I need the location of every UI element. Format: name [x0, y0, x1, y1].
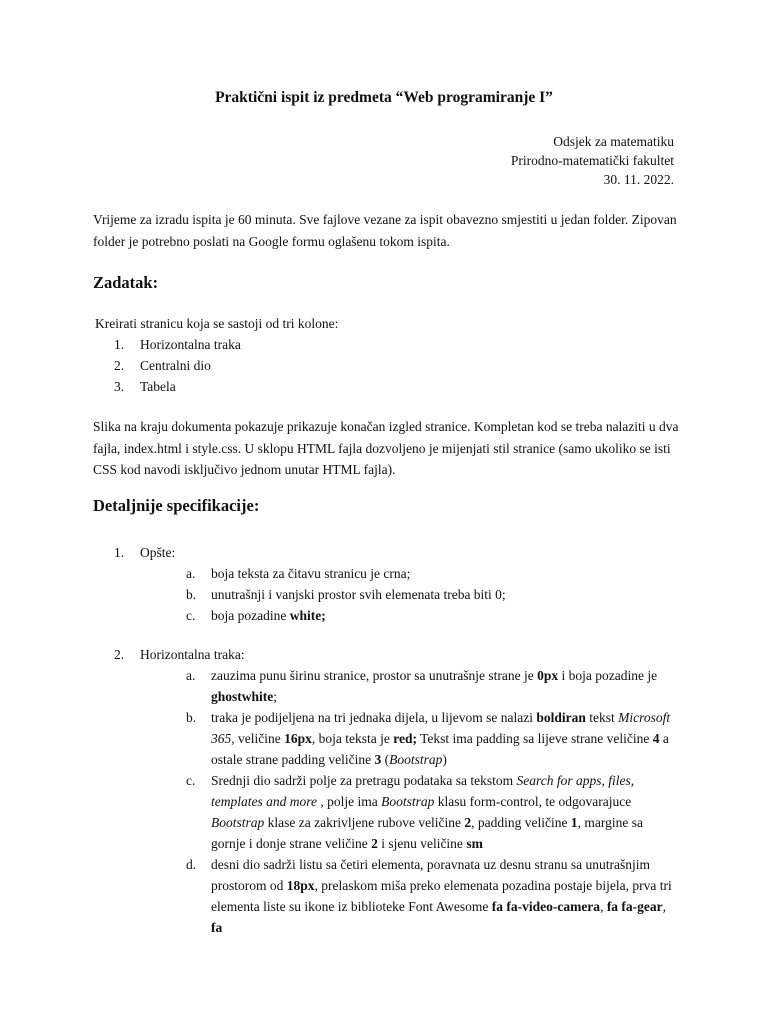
sub-item: [186, 584, 680, 605]
italic-text: Search for apps, files, templates and more: [211, 773, 635, 809]
bold-text: fa: [211, 920, 223, 935]
sub-text: klase za zakrivljene rubove veličine: [264, 815, 465, 830]
spec-heading: Detaljnije specifikacije:: [93, 496, 260, 515]
spec-item: [114, 644, 680, 938]
bold-text: 1: [570, 815, 578, 830]
bold-text: fa fa-video-camera: [491, 899, 601, 914]
description-paragraph: Slika na kraju dokumenta pokazuje prikazuje konačan izgled stranice. Kompletan kod se treba nalaziti u dva fajla, index.html i style.css. U sklopu HTML fajla dozvoljeno je mijenjati stil stranice (samo ukoliko se isti CSS kod navodi isključivo jednom unutar HTML fajla).: [93, 419, 679, 477]
sub-letter: a.: [186, 566, 196, 581]
spec-section-general: [114, 542, 680, 626]
list-number: 3.: [114, 379, 125, 394]
bold-text: 2: [464, 815, 472, 830]
sub-text: ;: [273, 689, 278, 704]
bold-text: 2: [371, 836, 378, 851]
spec-sublist: [140, 665, 680, 938]
spec-title: Horizontalna traka:: [140, 647, 245, 662]
zadatak-heading: Zadatak:: [93, 273, 159, 292]
sub-text: , padding veličine: [471, 815, 571, 830]
sub-text: a ostale strane padding veličine: [211, 731, 669, 767]
list-text: Centralni dio: [140, 358, 211, 373]
italic-text: Bootstrap: [381, 794, 435, 809]
italic-text: Bootstrap: [389, 752, 443, 767]
sub-text: , margine sa gornje i donje strane veličine: [211, 815, 644, 851]
list-number: 2.: [114, 358, 125, 373]
sub-letter: c.: [186, 608, 196, 623]
spec-sublist: [140, 563, 680, 626]
bold-text: sm: [466, 836, 483, 851]
sub-text: Srednji dio sadrži polje za pretragu podataka sa tekstom: [211, 773, 517, 788]
sub-text: i sjenu veličine: [377, 836, 467, 851]
spec-item: [114, 542, 680, 626]
intro-paragraph: Vrijeme za izradu ispita je 60 minuta. Sve fajlove vezane za ispit obavezno smjestiti u jedan folder. Zipovan folder je potrebno poslati na Google formu oglašenu tokom ispita.: [93, 212, 677, 249]
sub-text: i boja pozadine je: [558, 668, 658, 683]
sub-item: [186, 563, 680, 584]
spec-title: Opšte:: [140, 545, 176, 560]
sub-text: zauzima punu širinu stranice, prostor sa unutrašnje strane je: [211, 668, 538, 683]
department-line: Odsjek za matematiku: [553, 134, 674, 149]
bold-text: 4: [652, 731, 660, 746]
sub-text: ,: [600, 899, 607, 914]
sub-text: klasu form-control, te odgovarajuce: [434, 794, 632, 809]
list-item: [114, 376, 241, 397]
faculty-line: Prirodno-matematički fakultet: [510, 153, 674, 168]
sub-text: ): [442, 752, 447, 767]
sub-letter: a.: [186, 668, 196, 683]
bold-text: 3: [374, 752, 382, 767]
document-title: Praktični ispit iz predmeta “Web programiranje I”: [215, 89, 553, 106]
sub-text: boja pozadine: [211, 608, 290, 623]
bold-text: fa fa-gear: [606, 899, 663, 914]
sub-item: [186, 854, 680, 938]
sub-letter: b.: [186, 710, 197, 725]
sub-letter: c.: [186, 773, 196, 788]
sub-letter: d.: [186, 857, 197, 872]
bold-text: white;: [289, 608, 326, 623]
sub-text: , polje ima: [316, 794, 382, 809]
sub-item: [186, 665, 680, 707]
italic-text: Bootstrap: [211, 815, 265, 830]
sub-text: unutrašnji i vanjski prostor svih elemenata treba biti 0;: [211, 587, 506, 602]
date-line: 30. 11. 2022.: [603, 172, 674, 187]
sub-text: , boja teksta je: [311, 731, 394, 746]
sub-text: Tekst ima padding sa lijeve strane veličine: [416, 731, 653, 746]
sub-text: traka je podijeljena na tri jednaka dijela, u lijevom se nalazi: [211, 710, 537, 725]
list-number: 1.: [114, 337, 125, 352]
spec-number: 1.: [114, 545, 125, 560]
sub-text: ,: [662, 899, 667, 914]
sub-letter: b.: [186, 587, 197, 602]
bold-text: boldiran: [536, 710, 586, 725]
zadatak-lead: Kreirati stranicu koja se sastoji od tri kolone:: [95, 316, 339, 331]
sub-text: desni dio sadrži listu sa četiri elementa, poravnata uz desnu stranu sa unutrašnjim prostorom od: [211, 857, 651, 893]
list-item: [114, 355, 241, 376]
document-meta: [511, 132, 674, 189]
sub-text: (: [381, 752, 390, 767]
sub-item: [186, 707, 680, 770]
sub-item: [186, 605, 680, 626]
list-text: Tabela: [140, 379, 176, 394]
bold-text: ghostwhite: [211, 689, 274, 704]
italic-text: Microsoft 365,: [211, 710, 671, 746]
sub-text: veličine: [234, 731, 285, 746]
sub-text: boja teksta za čitavu stranicu je crna;: [211, 566, 411, 581]
columns-list: [114, 334, 241, 397]
bold-text: 0px: [537, 668, 559, 683]
spec-number: 2.: [114, 647, 125, 662]
bold-text: 16px: [284, 731, 312, 746]
spec-section-navbar: [114, 644, 680, 938]
list-item: [114, 334, 241, 355]
bold-text: red;: [393, 731, 417, 746]
sub-text: tekst: [585, 710, 619, 725]
list-text: Horizontalna traka: [140, 337, 241, 352]
sub-text: , prelaskom miša preko elemenata pozadina postaje bijela, prva tri elementa liste su ikone iz biblioteke Font Awesome: [211, 878, 672, 914]
bold-text: 18px: [286, 878, 315, 893]
sub-item: [186, 770, 680, 854]
